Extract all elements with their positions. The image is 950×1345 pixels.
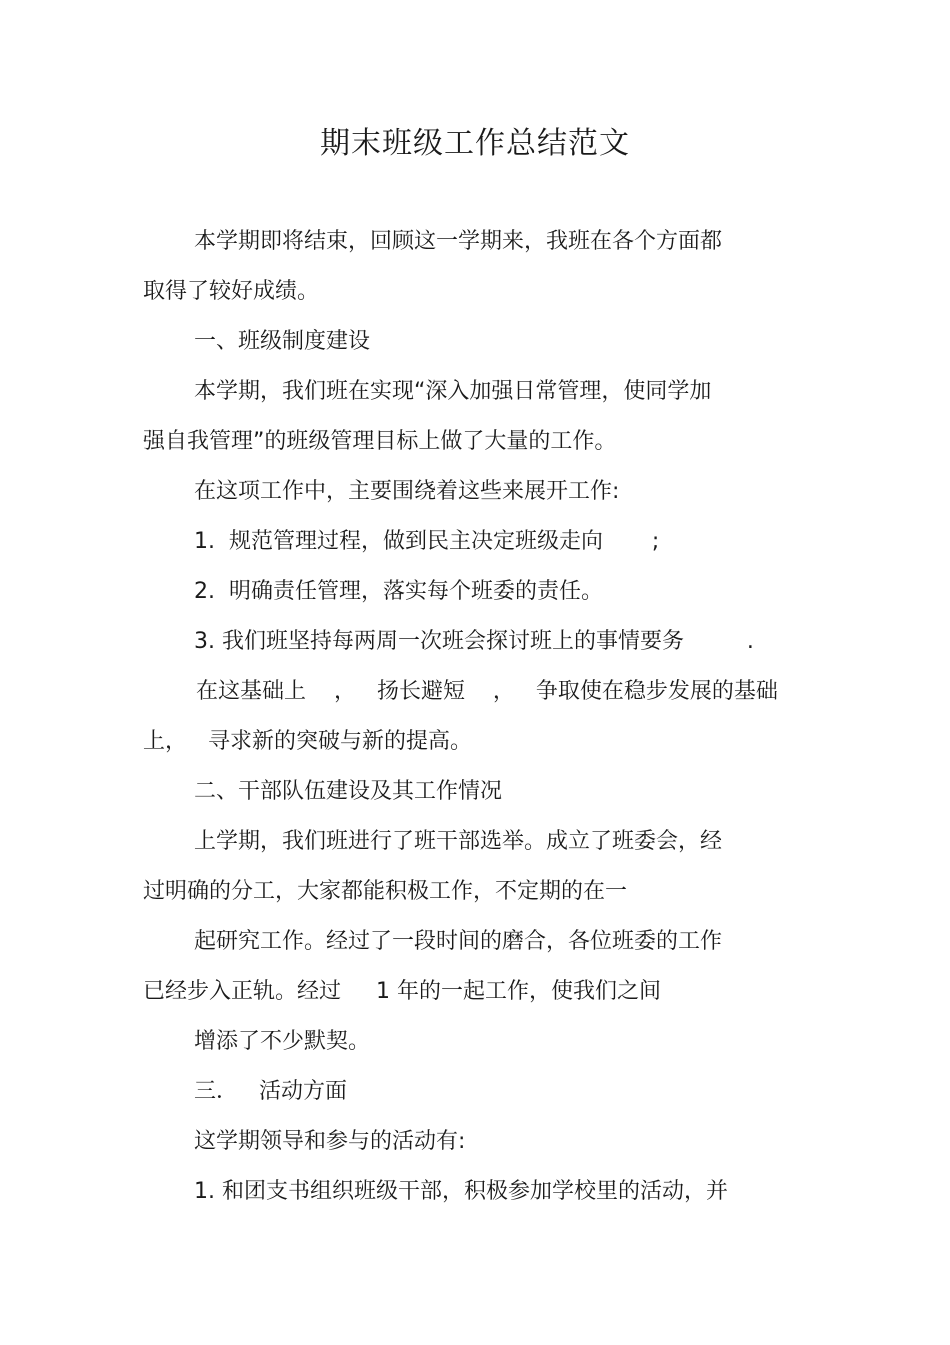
document-title: 期末班级工作总结范文: [320, 126, 630, 161]
list-item: 2. 明确责任管理，落实每个班委的责任。: [194, 579, 603, 604]
paragraph-line: 在这基础上 ， 扬长避短 ， 争取使在稳步发展的基础: [196, 679, 778, 704]
paragraph-line: 起研究工作。经过了一段时间的磨合，各位班委的工作: [194, 929, 723, 954]
paragraph-line: 上， 寻求新的突破与新的提高。: [143, 729, 472, 754]
paragraph-line: 取得了较好成绩。: [143, 279, 320, 304]
paragraph-line: 本学期即将结束，回顾这一学期来，我班在各个方面都: [194, 229, 723, 254]
list-item: 1. 和团支书组织班级干部，积极参加学校里的活动，并: [194, 1179, 728, 1204]
paragraph-line: 本学期，我们班在实现“深入加强日常管理，使同学加: [194, 379, 712, 404]
paragraph-line: 在这项工作中，主要围绕着这些来展开工作:: [194, 479, 620, 504]
section-heading: 二、干部队伍建设及其工作情况: [194, 779, 503, 804]
section-heading: 三． 活动方面: [194, 1079, 347, 1104]
paragraph-line: 增添了不少默契。: [194, 1029, 371, 1054]
list-item: 3. 我们班坚持每两周一次班会探讨班上的事情要务 .: [194, 629, 754, 654]
paragraph-line: 强自我管理”的班级管理目标上做了大量的工作。: [143, 429, 617, 454]
paragraph-line: 过明确的分工，大家都能积极工作，不定期的在一: [143, 879, 628, 904]
paragraph-line: 上学期，我们班进行了班干部选举。成立了班委会，经: [194, 829, 723, 854]
paragraph-line: 这学期领导和参与的活动有:: [194, 1129, 466, 1154]
list-item: 1. 规范管理过程，做到民主决定班级走向 ;: [194, 529, 660, 554]
paragraph-line: 已经步入正轨。经过 1 年的一起工作，使我们之间: [143, 979, 661, 1004]
section-heading: 一、班级制度建设: [194, 329, 371, 354]
